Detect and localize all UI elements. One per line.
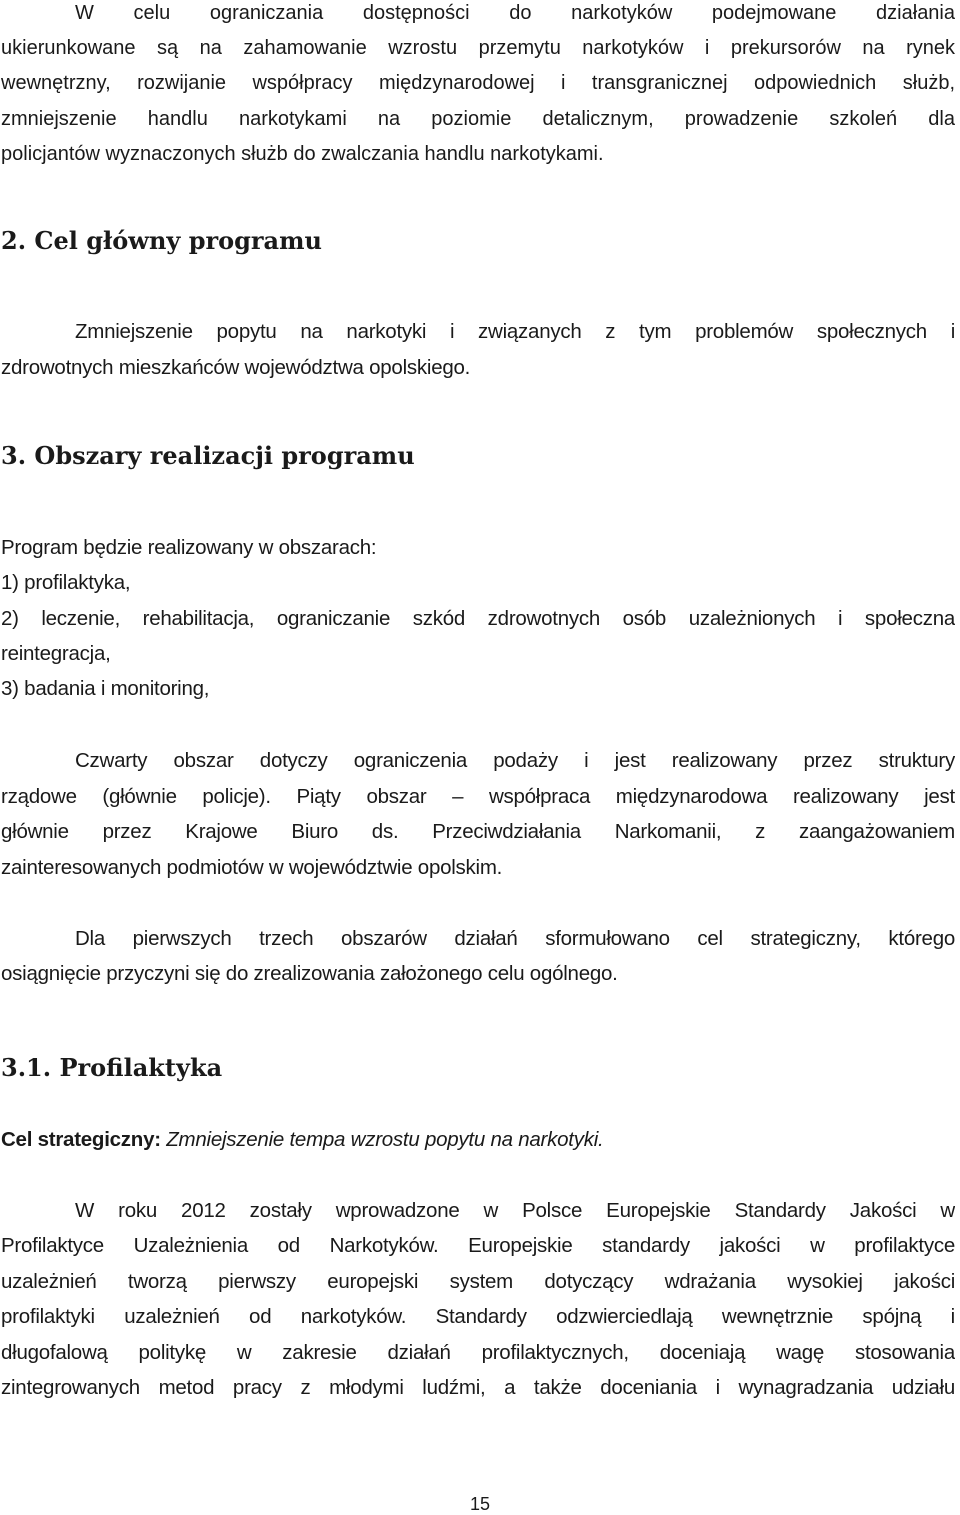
text-line: ukierunkowane są na zahamowanie wzrostu przemytu narkotyków i prekursorów na rynek: [1, 37, 955, 59]
text-line: reintegracja,: [1, 642, 111, 665]
text-line: zdrowotnych mieszkańców województwa opolskiego.: [1, 356, 471, 379]
list-item: 3) badania i monitoring,: [1, 677, 210, 700]
goal-label: Cel strategiczny:: [1, 1128, 161, 1151]
text-line: Dla pierwszych trzech obszarów działań sformułowano cel strategiczny, którego: [75, 927, 955, 950]
section-heading: 3. Obszary realizacji programu: [1, 441, 415, 470]
text-line: rządowe (głównie policje). Piąty obszar – współpraca międzynarodowa realizowany jest: [1, 785, 955, 808]
page-number: 15: [469, 1494, 491, 1514]
list-item: 2) leczenie, rehabilitacja, ograniczanie szkód zdrowotnych osób uzależnionych i społeczna: [1, 607, 955, 630]
text-line: W roku 2012 zostały wprowadzone w Polsce Europejskie Standardy Jakości w: [75, 1199, 955, 1222]
strategic-goal: [1, 1128, 955, 1152]
text-line: Zmniejszenie popytu na narkotyki i związanych z tym problemów społecznych i: [75, 320, 955, 343]
section-heading: 2. Cel główny programu: [1, 226, 322, 255]
text-line: policjantów wyznaczonych służb do zwalczania handlu narkotykami.: [1, 143, 604, 165]
text-line: W celu ograniczania dostępności do narkotyków podejmowane działania: [75, 2, 955, 24]
text-line: profilaktyki uzależnień od narkotyków. Standardy odzwierciedlają wewnętrznie spójną i: [1, 1305, 955, 1328]
text-line: głównie przez Krajowe Biuro ds. Przeciwdziałania Narkomanii, z zaangażowaniem: [1, 820, 955, 843]
text-line: zainteresowanych podmiotów w województwie opolskim.: [1, 856, 503, 879]
goal-text: Zmniejszenie tempa wzrostu popytu na narkotyki.: [166, 1128, 604, 1151]
text-line: zintegrowanych metod pracy z młodymi ludźmi, a także doceniania i wynagradzania udziału: [1, 1376, 955, 1399]
text-line: uzależnień tworzą pierwszy europejski system dotyczący wdrażania wysokiej jakości: [1, 1270, 955, 1293]
text-line: wewnętrzny, rozwijanie współpracy międzynarodowej i transgranicznej odpowiednich służb,: [1, 72, 955, 94]
text-line: zmniejszenie handlu narkotykami na poziomie detalicznym, prowadzenie szkoleń dla: [1, 108, 955, 130]
text-line: Program będzie realizowany w obszarach:: [1, 536, 377, 559]
list-item: 1) profilaktyka,: [1, 571, 131, 594]
text-line: Profilaktyce Uzależnienia od Narkotyków. Europejskie standardy jakości w profilaktyce: [1, 1234, 955, 1257]
text-line: Czwarty obszar dotyczy ograniczenia podaży i jest realizowany przez struktury: [75, 749, 955, 772]
text-line: osiągnięcie przyczyni się do zrealizowania założonego celu ogólnego.: [1, 962, 618, 985]
section-heading: 3.1. Profilaktyka: [1, 1053, 223, 1082]
text-line: długofalową politykę w zakresie działań profilaktycznych, doceniają wagę stosowania: [1, 1341, 955, 1364]
